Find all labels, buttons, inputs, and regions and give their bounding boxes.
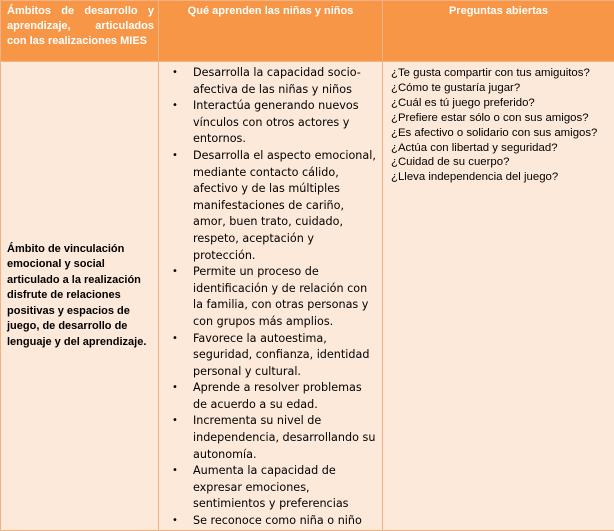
ambito-text: Ámbito de vinculación emocional y social articulado a la realización disfrute de relaciones positivas y espacios de juego, de desarrollo de lenguaje y del aprendizaje. — [7, 242, 150, 351]
question-item: ¿Cuidad de su cuerpo? — [391, 155, 610, 170]
ambito-cell — [1, 62, 159, 531]
bullet-icon: • — [172, 413, 178, 430]
questions-cell — [383, 62, 614, 531]
question-item: ¿Actúa con libertad y seguridad? — [391, 141, 610, 156]
list-item: • Incrementa su nivel de independencia, desarrollando su autonomía. — [159, 413, 376, 463]
outcomes-list — [159, 62, 382, 530]
bullet-icon: • — [172, 380, 178, 397]
question-item: ¿Prefiere estar sólo o con sus amigos? — [391, 111, 610, 126]
question-item: ¿Te gusta compartir con tus amiguitos? — [391, 66, 610, 81]
question-item: ¿Lleva independencia del juego? — [391, 170, 610, 185]
outcomes-cell — [159, 62, 383, 531]
header-preguntas — [383, 1, 614, 62]
list-item: • Desarrolla el aspecto emocional, mediante contacto cálido, afectivo y de las múltiples manifestaciones de cariño, amor, buen trato, cuidado, respeto, aceptación y protección. — [159, 148, 376, 264]
header-ambitos-text: Ámbitos de desarrollo y aprendizaje, articulados con las realizaciones MIES — [1, 1, 158, 49]
list-item: • Permite un proceso de identificación y de relación con la familia, con otras personas y con grupos más amplios. — [159, 264, 376, 330]
header-ambitos — [1, 1, 159, 62]
body-row — [1, 62, 614, 531]
list-item: • Aprende a resolver problemas de acuerdo a su edad. — [159, 380, 376, 413]
list-item: • Favorece la autoestima, seguridad, confianza, identidad personal y cultural. — [159, 331, 376, 381]
bullet-icon: • — [172, 98, 178, 115]
header-preguntas-text: Preguntas abiertas — [383, 1, 614, 19]
list-item: • Se reconoce como niña o niño — [159, 513, 376, 530]
bullet-icon: • — [172, 513, 178, 530]
bullet-icon: • — [172, 331, 178, 348]
list-item: • Interactúa generando nuevos vínculos con otros actores y entornos. — [159, 98, 376, 148]
questions-list — [383, 62, 614, 185]
question-item: ¿Cuál es tú juego preferido? — [391, 96, 610, 111]
bullet-icon: • — [172, 148, 178, 165]
header-row — [1, 1, 614, 62]
question-item: ¿Es afectivo o solidario con sus amigos? — [391, 126, 610, 141]
bullet-icon: • — [172, 65, 178, 82]
list-item: • Desarrolla la capacidad socio-afectiva de las niñas y niños — [159, 65, 376, 98]
header-que-aprenden-text: Qué aprenden las niñas y niños — [159, 1, 382, 19]
bullet-icon: • — [172, 264, 178, 281]
header-que-aprenden — [159, 1, 383, 62]
bullet-icon: • — [172, 463, 178, 480]
list-item: • Aumenta la capacidad de expresar emociones, sentimientos y preferencias — [159, 463, 376, 513]
question-item: ¿Cómo te gustaría jugar? — [391, 81, 610, 96]
